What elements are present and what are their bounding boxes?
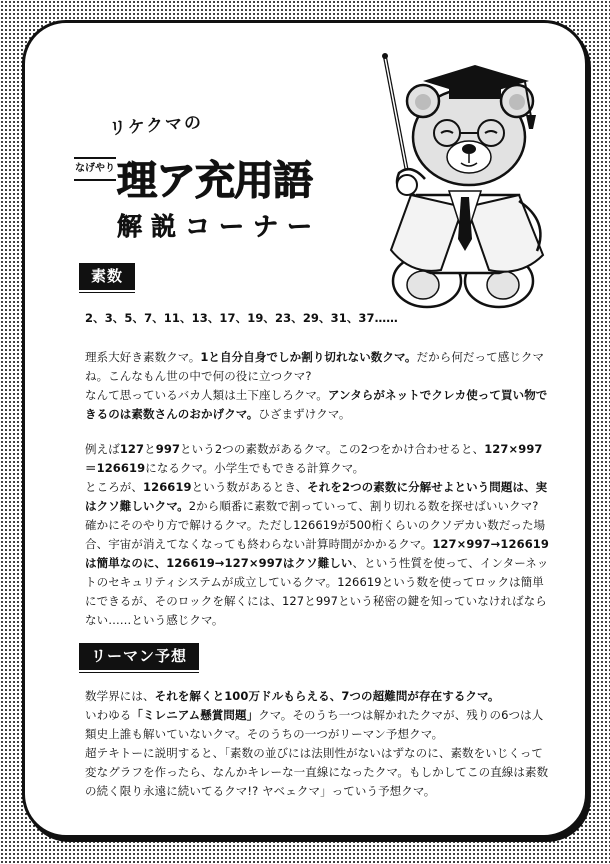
primes-sequence: 2、3、5、7、11、13、17、19、23、29、31、37…… <box>85 311 398 325</box>
content-panel <box>22 20 588 838</box>
bold-run: 127×997→126619は簡単なのに、126619→127×997はクソ難しい <box>85 537 550 570</box>
text-run: 理系大好き素数クマ。 <box>85 350 201 364</box>
text-run: になるクマ。小学生でもできる計算クマ。 <box>145 461 365 475</box>
bold-run: 997 <box>155 442 181 456</box>
text-run: 超テキトーに説明すると、「素数の並びには法則性がないはずなのに、素数をいじくって変なグラフを作ったら、なんかキレーな一直線になったクマ。もしかしてこの直線は素数の続く限り永遠に続いてるクマ!? ヤベェクマ」っていう予想クマ。 <box>85 746 549 798</box>
text-run: ひざまずけクマ。 <box>258 407 351 421</box>
text-run: という数があるとき、 <box>191 480 308 494</box>
text-run: なんて思っているバカ人類は土下座しろクマ。 <box>85 388 328 402</box>
corner-label: 解説コーナー <box>117 212 322 241</box>
riemann-paragraph-2 <box>85 706 553 744</box>
main-title: 理ア充用語 <box>117 158 312 204</box>
primes-paragraph-2 <box>85 386 553 424</box>
bold-run: 127×997＝126619 <box>85 442 543 475</box>
text-run: だから何だって感じクマね。こんなもん世の中で何の役に立つクマ? <box>85 350 545 383</box>
text-run: 数学界には、 <box>85 689 155 703</box>
bold-run: それを2つの素数に分解せよという問題は、実はクソ難しいクマ。 <box>85 480 548 513</box>
bold-run: 1と自分自身でしか割り切れない数クマ。 <box>200 350 417 364</box>
riemann-paragraph-3 <box>85 744 553 801</box>
text-run: という2つの素数があるクマ。この2つをかけ合わせると、 <box>180 442 485 456</box>
bold-run: それを解くと100万ドルもらえる、7つの超難問が存在するクマ。 <box>154 689 500 703</box>
bold-run: 126619 <box>143 480 192 494</box>
bold-run: 「ミレニアム懸賞問題」 <box>131 708 259 722</box>
section-header-riemann: リーマン予想 <box>79 643 199 670</box>
primes-paragraph-4 <box>85 478 553 630</box>
text-run: 、という性質を使って、インターネットのセキュリティシステムが成立しているクマ。126619という数を使ってロックは簡単にできるが、そのロックを解くには、127と997という秘密の鍵を知っていなければならない……という感じクマ。 <box>85 556 549 627</box>
bold-run: アンタらがネットでクレカ使って買い物できるのは素数さんのおかげクマ。 <box>85 388 548 421</box>
text-run: クマ。そのうち一つは解かれたクマが、残りの6つは人類史上誰も解いていないクマ。そのうちの一つがリーマン予想クマ。 <box>85 708 544 741</box>
bold-run: 127 <box>119 442 145 456</box>
primes-text <box>85 309 553 630</box>
riemann-text <box>85 687 553 801</box>
title-ruby: なげやり <box>74 157 116 181</box>
title-subtitle: リケクマの <box>108 112 204 140</box>
text-run: 例えば <box>85 442 120 456</box>
text-run: と <box>144 442 156 456</box>
text-run: 2から順番に素数で割っていって、割り切れる数を探せばいいクマ? 確かにそのやり方で解けるクマ。ただし126619が500桁くらいのクソデカい数だった場合、宇宙が消えてなくなっても終わらない計算時間がかかるクマ。 <box>85 499 546 551</box>
primes-paragraph-3 <box>85 440 553 478</box>
primes-paragraph-1 <box>85 348 553 386</box>
text-run: いわゆる <box>85 708 132 722</box>
title-block <box>69 101 399 261</box>
bear-professor-illustration <box>371 45 571 315</box>
text-run: ところが、 <box>85 480 143 494</box>
section-header-primes: 素数 <box>79 263 135 290</box>
riemann-paragraph-1 <box>85 687 553 706</box>
